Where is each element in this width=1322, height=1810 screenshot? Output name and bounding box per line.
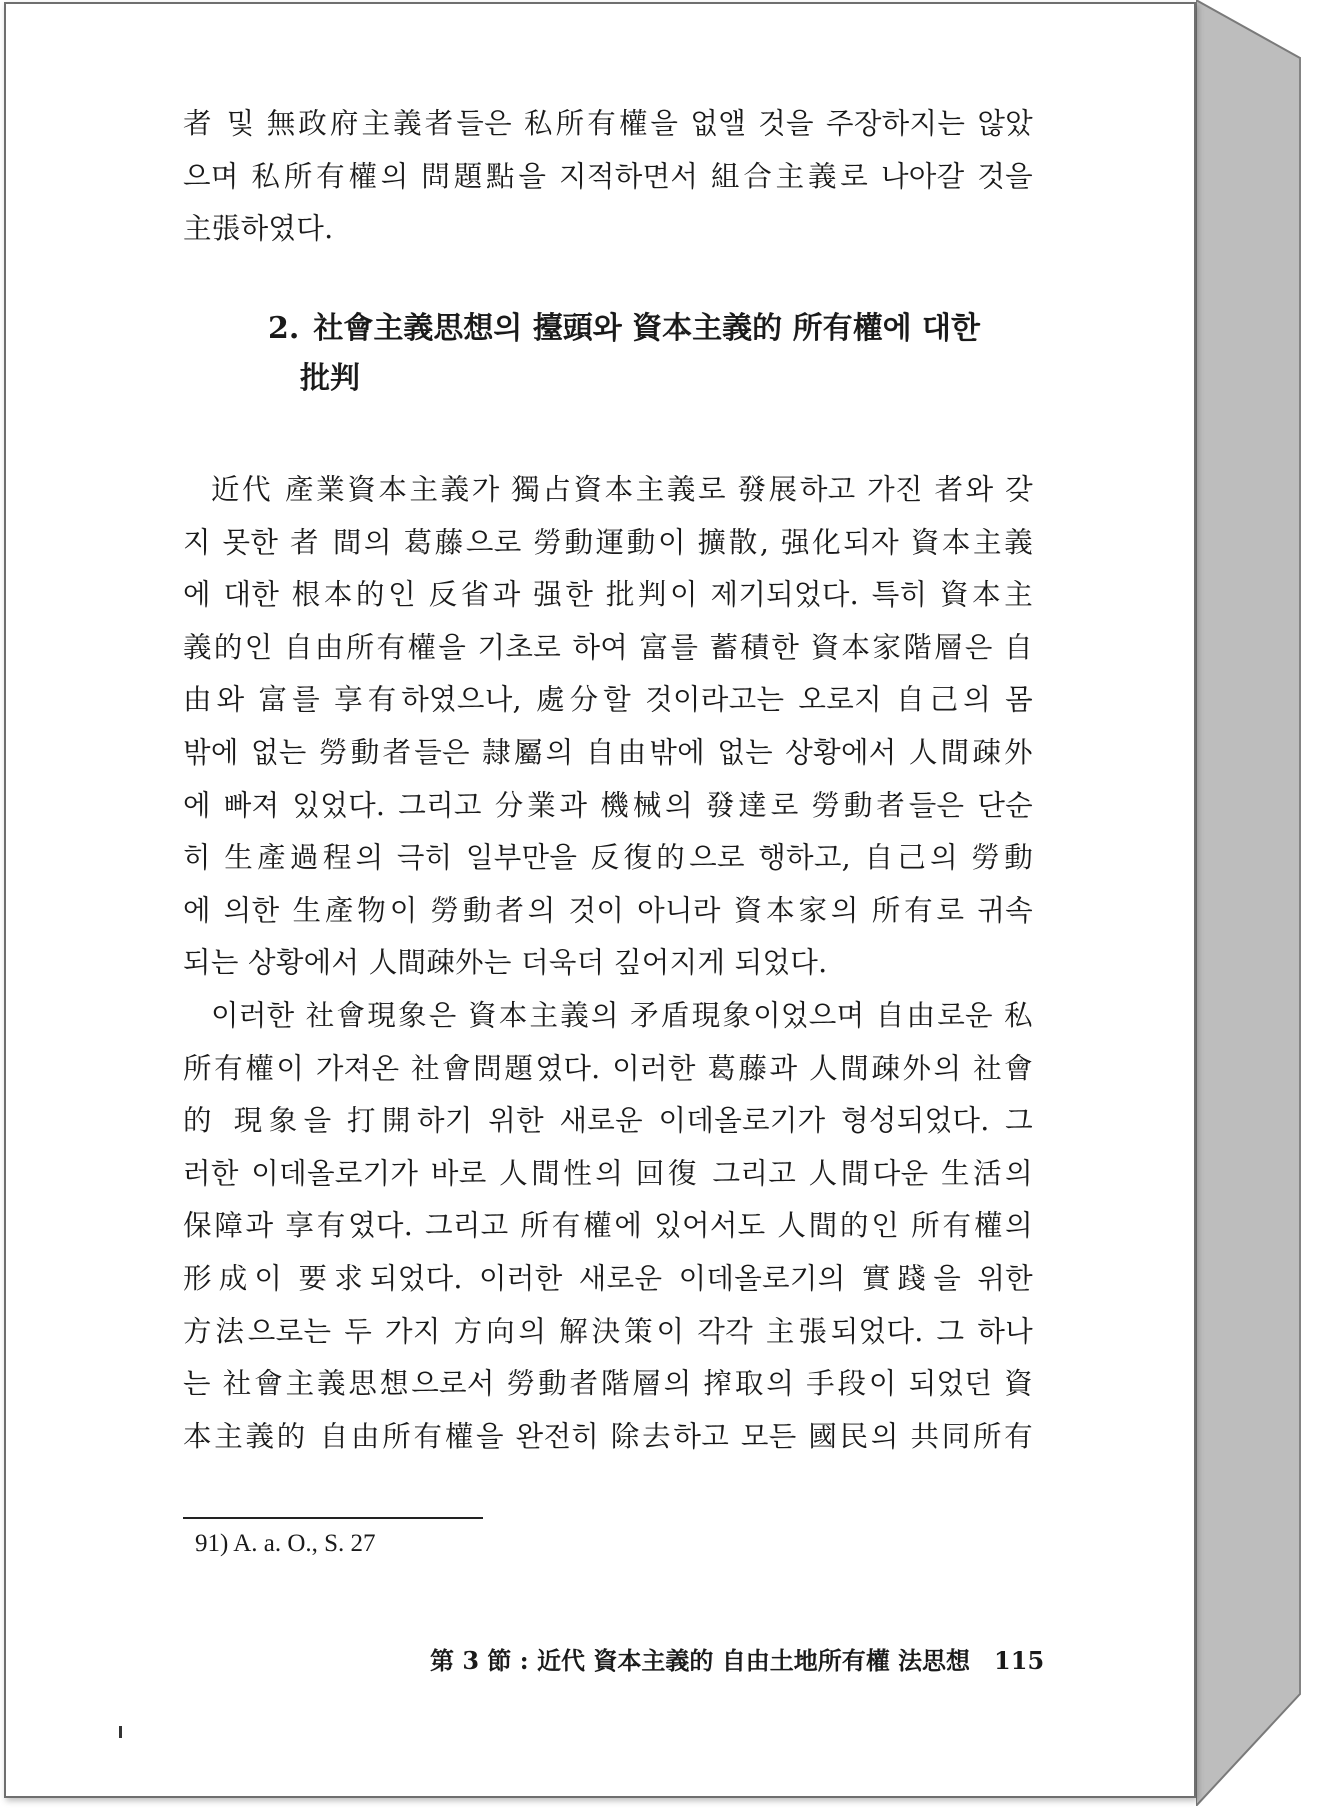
text-line: 는 社會主義思想으로서 勞動者階層의 搾取의 手段이 되었던 資 xyxy=(183,1367,1033,1401)
section-title-line-2: 批判 xyxy=(300,361,360,396)
page-stack-shape xyxy=(1196,0,1322,1806)
book-page xyxy=(4,2,1196,1798)
text-line: 的 現象을 打開하기 위한 새로운 이데올로기가 형성되었다. 그 xyxy=(183,1104,1033,1138)
text-line: 히 生產過程의 극히 일부만을 反復的으로 행하고, 自己의 勞動 xyxy=(183,841,1033,875)
text-line: 保障과 享有였다. 그리고 所有權에 있어서도 人間的인 所有權의 xyxy=(183,1209,1033,1243)
text-line: 러한 이데올로기가 바로 人間性의 回復 그리고 人間다운 生活의 xyxy=(183,1156,1033,1190)
section-number: 2. xyxy=(268,311,300,346)
scan-speck xyxy=(119,1726,122,1738)
page-stack-edge xyxy=(1196,0,1322,1806)
top-paragraph xyxy=(183,98,1033,256)
section-heading xyxy=(268,304,1018,404)
text-line: 되는 상황에서 人間疎外는 더욱더 깊어지게 되었다. xyxy=(183,946,828,980)
paragraph-1 xyxy=(183,464,1033,990)
running-footer xyxy=(430,1641,1044,1681)
paragraph-2 xyxy=(183,990,1033,1463)
page-number: 115 xyxy=(994,1646,1045,1675)
text-line: 所有權이 가져온 社會問題였다. 이러한 葛藤과 人間疎外의 社會 xyxy=(183,1051,1033,1085)
text-line: 이러한 社會現象은 資本主義의 矛盾現象이었으며 自由로운 私 xyxy=(211,999,1033,1032)
text-line: 밖에 없는 勞動者들은 隷屬의 自由밖에 없는 상황에서 人間疎外 xyxy=(183,735,1033,769)
text-line: 形成이 要求되었다. 이러한 새로운 이데올로기의 實踐을 위한 xyxy=(183,1261,1033,1295)
text-line: 에 대한 根本的인 反省과 强한 批判이 제기되었다. 특히 資本主 xyxy=(183,578,1033,612)
text-line: 近代 產業資本主義가 獨占資本主義로 發展하고 가진 者와 갖 xyxy=(211,473,1033,506)
footnote-divider xyxy=(183,1517,483,1519)
section-title-line-1: 社會主義思想의 擡頭와 資本主義的 所有權에 대한 xyxy=(313,311,981,346)
text-line: 主張하였다. xyxy=(183,212,334,246)
text-line: 由와 富를 享有하였으나, 處分할 것이라고는 오로지 自己의 몸 xyxy=(183,683,1033,717)
text-line: 에 의한 生產物이 勞動者의 것이 아니라 資本家의 所有로 귀속 xyxy=(183,893,1033,927)
text-line: 者 및 無政府主義者들은 私所有權을 없앨 것을 주장하지는 않았 xyxy=(183,107,1033,140)
text-line: 으며 私所有權의 問題點을 지적하면서 組合主義로 나아갈 것을 xyxy=(183,159,1033,193)
text-line: 方法으로는 두 가지 方向의 解決策이 각각 主張되었다. 그 하나 xyxy=(183,1314,1033,1348)
text-line: 本主義的 自由所有權을 완전히 除去하고 모든 國民의 共同所有 xyxy=(183,1419,1033,1453)
text-line: 지 못한 者 間의 葛藤으로 勞動運動이 擴散, 强化되자 資本主義 xyxy=(183,525,1033,559)
text-line: 에 빠져 있었다. 그리고 分業과 機械의 發達로 勞動者들은 단순 xyxy=(183,788,1033,822)
footnote: 91) A. a. O., S. 27 xyxy=(195,1530,376,1557)
text-line: 義的인 自由所有權을 기초로 하여 富를 蓄積한 資本家階層은 自 xyxy=(183,630,1033,664)
running-footer-title: 第 3 節 : 近代 資本主義的 自由土地所有權 法思想 xyxy=(430,1646,971,1675)
